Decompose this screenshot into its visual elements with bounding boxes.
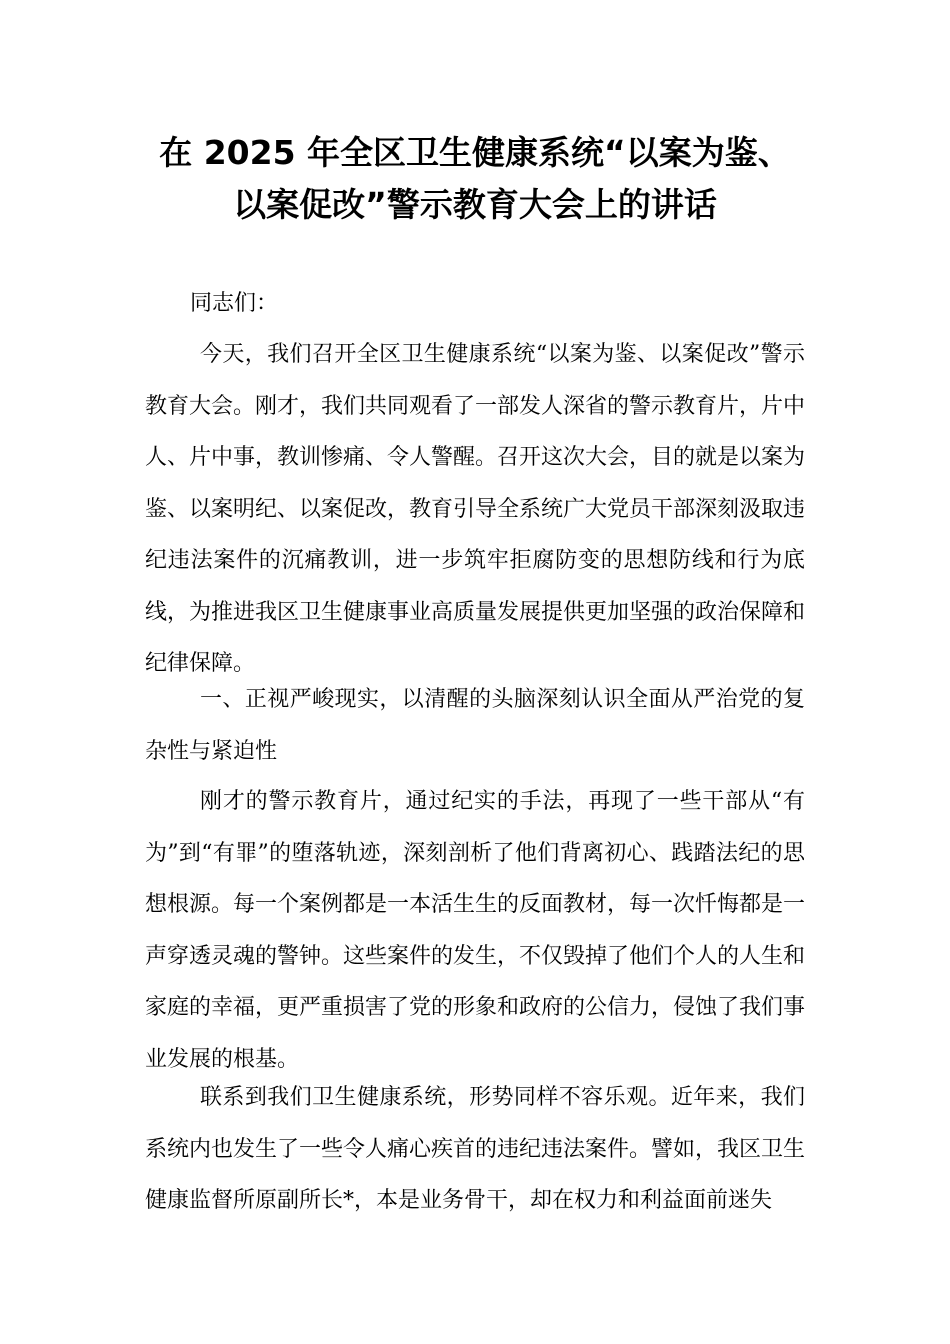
section-heading-1: 一、正视严峻现实，以清醒的头脑深刻认识全面从严治党的复杂性与紧迫性 bbox=[145, 687, 805, 764]
paragraph-opening: 今天，我们召开全区卫生健康系统“以案为鉴、以案促改”警示教育大会。刚才，我们共同观看了一部发人深省的警示教育片，片中人、片中事，教训惨痛、令人警醒。召开这次大会，目的就是以案为鉴、以案明纪、以案促改，教育引导全系统广大党员干部深刻汲取违纪违法案件的沉痛教训，进一步筑牢拒腐防变的思想防线和行为底线，为推进我区卫生健康事业高质量发展提供更加坚强的政治保障和纪律保障。 bbox=[145, 342, 806, 676]
paragraph-system-situation: 联系到我们卫生健康系统，形势同样不容乐观。近年来，我们系统内也发生了一些令人痛心疾首的违纪违法案件。譬如，我区卫生健康监督所原副所长*，本是业务骨干，却在权力和利益面前迷失 bbox=[145, 1085, 806, 1213]
salutation: 同志们： bbox=[190, 291, 279, 316]
document-title-line-1: 在 2025 年全区卫生健康系统“以案为鉴、 bbox=[159, 133, 791, 172]
paragraph-warning-film: 刚才的警示教育片，通过纪实的手法，再现了一些干部从“有为”到“有罪”的堕落轨迹，深刻剖析了他们背离初心、践踏法纪的思想根源。每一个案例都是一本活生生的反面教材，每一次忏悔都是一声穿透灵魂的警钟。这些案件的发生，不仅毁掉了他们个人的人生和家庭的幸福，更严重损害了党的形象和政府的公信力，侵蚀了我们事业发展的根基。 bbox=[145, 789, 806, 1072]
document-title-line-2: 以案促改”警示教育大会上的讲话 bbox=[233, 185, 717, 224]
